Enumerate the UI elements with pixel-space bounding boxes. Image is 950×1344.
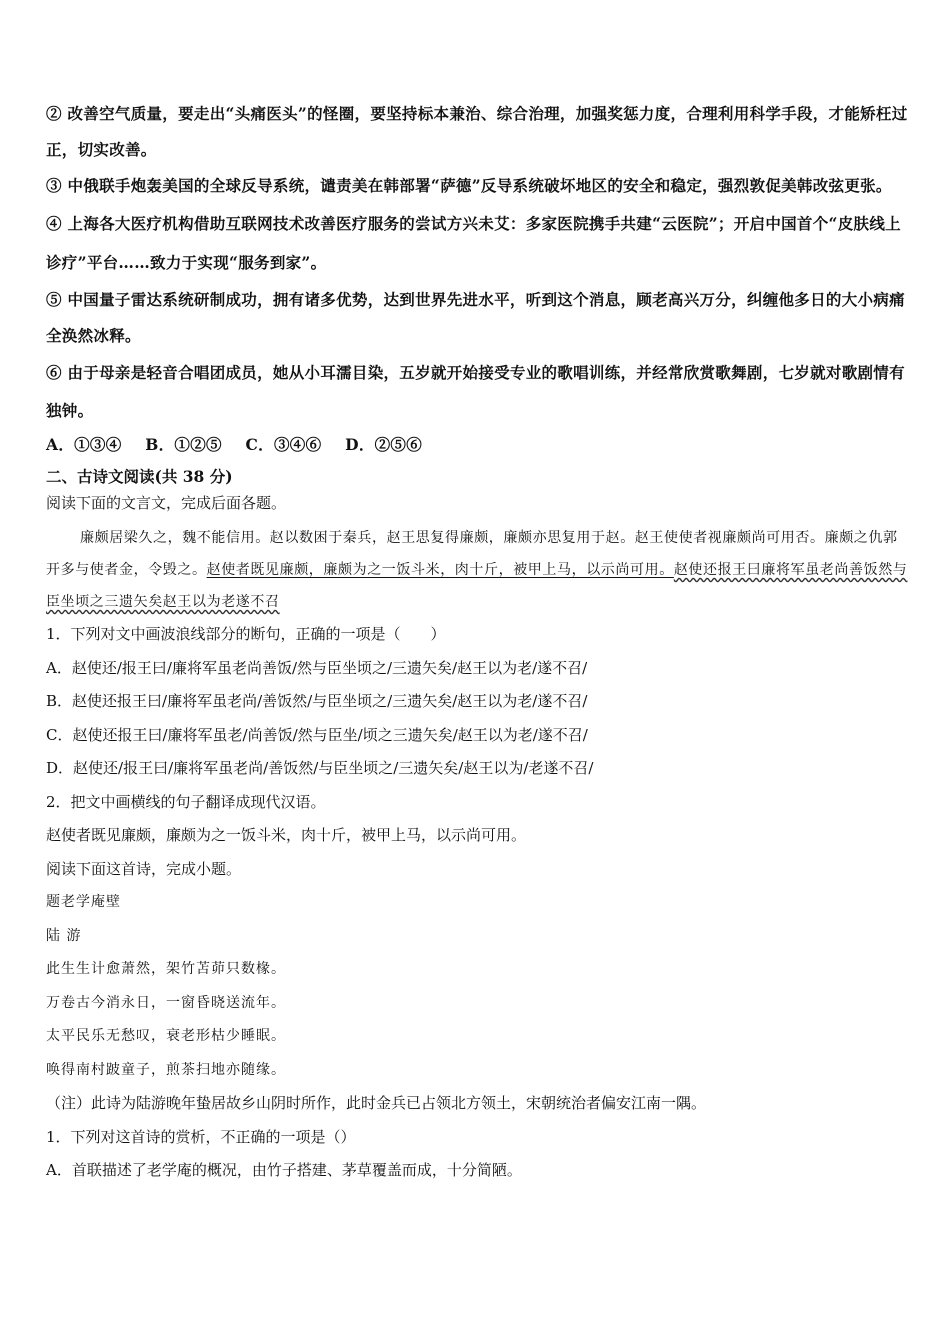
document-page [46, 96, 910, 1188]
poem-author: 陆 游 [46, 927, 82, 944]
passage-underlined: 赵使者既见廉颇，廉颇为之一饭斗米，肉十斤，被甲上马，以示尚可用。 [206, 562, 674, 578]
question-2: 2．把文中画横线的句子翻译成现代汉语。 [46, 792, 326, 811]
item-3: ③ 中俄联手炮轰美国的全球反导系统，谴责美在韩部署“萨德”反导系统破坏地区的安全和稳定，强烈敦促美韩改弦更张。 [46, 176, 892, 195]
poem-note: （注）此诗为陆游晚年蛰居故乡山阴时所作，此时金兵已占领北方领土，宋朝统治者偏安江南一隅。 [46, 1094, 707, 1112]
passage-wavy: 赵使还报王曰廉将军虽老尚善饭然与臣坐顷之三遗矢矣赵王以为老遂不召 [46, 562, 908, 610]
item-5: ⑤ 中国量子雷达系统研制成功，拥有诸多优势，达到世界先进水平，听到这个消息，顾老高兴万分，纠缠他多日的大小病痛全涣然冰释。 [46, 290, 905, 345]
item-6: ⑥ 由于母亲是轻音合唱团成员，她从小耳濡目染，五岁就开始接受专业的歌唱训练，并经常欣赏歌舞剧，七岁就对歌剧情有独钟。 [46, 363, 905, 420]
item-4: ④ 上海各大医疗机构借助互联网技术改善医疗服务的尝试方兴未艾：多家医院携手共建“云医院”；开启中国首个“皮肤线上诊疗”平台……致力于实现“服务到家”。 [46, 214, 901, 272]
poem-line-4: 唤得南村跛童子，煎茶扫地亦随缘。 [46, 1061, 286, 1078]
q1-option-c: C．赵使还报王曰/廉将军虽老/尚善饭/然与臣坐/顷之三遗矢矣/赵王以为老/遂不召/ [46, 725, 588, 744]
poem-line-3: 太平民乐无愁叹，衰老形枯少睡眠。 [46, 1028, 286, 1044]
section-heading: 二、古诗文阅读(共 38 分) [46, 467, 233, 486]
q1-option-a: A．赵使还/报王曰/廉将军虽老尚善饭/然与臣坐顷之/三遗矢矣/赵王以为老/遂不召/ [46, 658, 588, 677]
poem-line-2: 万卷古今消永日，一窗昏晓送流年。 [46, 994, 286, 1011]
answer-options [46, 430, 910, 460]
classical-passage [46, 522, 910, 618]
q1-option-d: D．赵使还/报王曰/廉将军虽老尚/善饭然/与臣坐顷之/三遗矢矣/赵王以为/老遂不召/ [46, 759, 594, 777]
poem-title: 题老学庵壁 [46, 894, 121, 910]
question-2-sentence: 赵使者既见廉颇，廉颇为之一饭斗米，肉十斤，被甲上马，以示尚可用。 [46, 826, 527, 844]
option-a: A．①③④ [46, 435, 122, 454]
option-c: C．③④⑥ [245, 435, 322, 454]
classical-intro: 阅读下面的文言文，完成后面各题。 [46, 494, 287, 512]
q1-option-b: B．赵使还报王曰/廉将军虽老尚/善饭然/与臣坐顷之/三遗矢矣/赵王以为老/遂不召/ [46, 692, 588, 710]
item-2: ② 改善空气质量，要走出“头痛医头”的怪圈，要坚持标本兼治、综合治理，加强奖惩力度，合理利用科学手段，才能矫枉过正，切实改善。 [46, 104, 908, 159]
poem-line-1: 此生生计愈萧然，架竹苫茆只数椽。 [46, 961, 286, 977]
poem-intro: 阅读下面这首诗，完成小题。 [46, 859, 242, 878]
option-b: B．①②⑤ [145, 435, 222, 454]
poem-question-1: 1．下列对这首诗的赏析，不正确的一项是（） [46, 1127, 356, 1146]
question-1: 1．下列对文中画波浪线部分的断句，正确的一项是（ ） [46, 625, 446, 643]
option-d: D．②⑤⑥ [345, 435, 423, 454]
poem-q1-option-a: A．首联描述了老学庵的概况，由竹子搭建、茅草覆盖而成，十分简陋。 [46, 1161, 522, 1179]
passage-lead: 廉颇居梁久之，魏不能信用。赵以数困于秦兵，赵王思复得廉颇，廉颇亦思复用于赵。赵王使使者视廉颇尚可用否。廉颇之仇郭开多与使者金，令毁之。 [46, 530, 898, 578]
